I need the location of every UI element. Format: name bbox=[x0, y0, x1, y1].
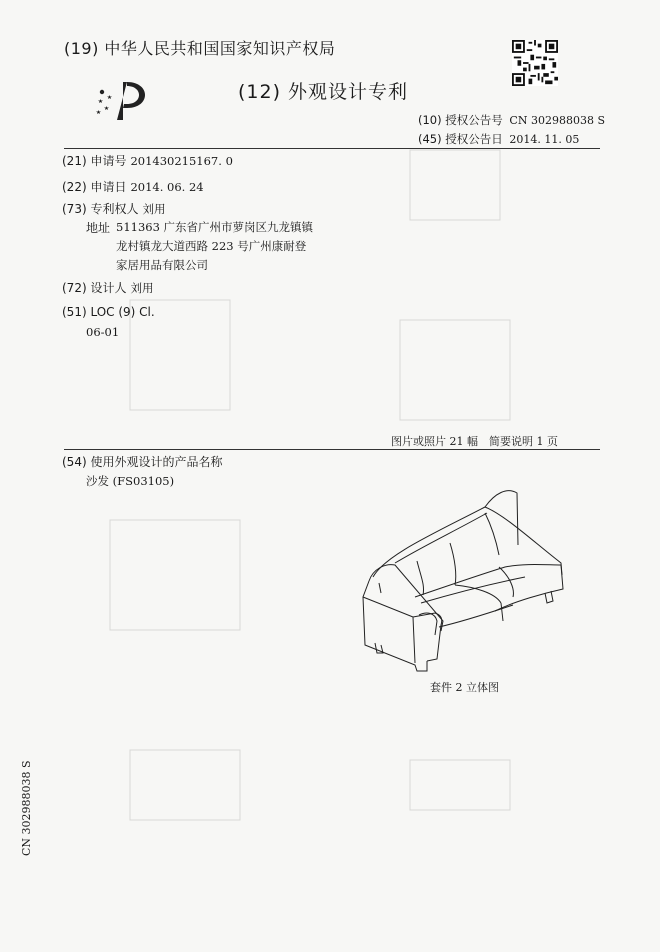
cnipa-logo-icon bbox=[93, 78, 153, 124]
sofa-perspective-drawing bbox=[355, 485, 570, 675]
product-title-label: (54) 使用外观设计的产品名称 bbox=[62, 455, 223, 469]
designer-label: (72) 设计人 bbox=[62, 281, 127, 295]
qr-code-icon bbox=[512, 40, 558, 86]
patentee-label: (73) 专利权人 bbox=[62, 202, 139, 216]
application-date-value: 2014. 06. 24 bbox=[130, 180, 204, 194]
application-number-value: 201430215167. 0 bbox=[130, 154, 233, 168]
application-number bbox=[62, 152, 233, 169]
address-block bbox=[116, 218, 313, 275]
grant-date-label: (45) 授权公告日 bbox=[418, 132, 503, 146]
address-line-1: 511363 广东省广州市萝岗区九龙镇镇 bbox=[116, 220, 314, 234]
address-line-2: 龙村镇龙大道西路 223 号广州康耐登 bbox=[116, 239, 307, 253]
application-date bbox=[62, 178, 204, 195]
grant-number-label: (10) 授权公告号 bbox=[418, 113, 503, 127]
address-label: 地址 bbox=[86, 221, 111, 235]
product-name: 沙发 (FS03105) bbox=[86, 474, 175, 488]
issuing-office: (19) 中华人民共和国国家知识产权局 bbox=[64, 39, 336, 58]
grant-number-row bbox=[418, 112, 605, 128]
loc-classification-label: (51) LOC (9) Cl. bbox=[62, 305, 155, 319]
page-counts: 图片或照片 21 幅 简要说明 1 页 bbox=[391, 435, 558, 448]
address-line-3: 家居用品有限公司 bbox=[116, 258, 208, 272]
middle-divider bbox=[64, 449, 600, 450]
application-date-label: (22) 申请日 bbox=[62, 180, 127, 194]
grant-number-value: CN 302988038 S bbox=[509, 114, 605, 127]
designer bbox=[62, 279, 153, 296]
designer-value: 刘用 bbox=[130, 281, 154, 295]
grant-date-row bbox=[418, 131, 579, 147]
patentee-value: 刘用 bbox=[142, 202, 166, 216]
patentee bbox=[62, 200, 165, 217]
document-type-title: (12) 外观设计专利 bbox=[238, 81, 409, 103]
grant-date-value: 2014. 11. 05 bbox=[509, 133, 580, 146]
top-divider bbox=[64, 148, 600, 149]
application-number-label: (21) 申请号 bbox=[62, 154, 127, 168]
figure-caption: 套件 2 立体图 bbox=[430, 681, 499, 694]
loc-classification-value: 06-01 bbox=[86, 325, 120, 339]
side-publication-number: CN 302988038 S bbox=[20, 760, 33, 856]
